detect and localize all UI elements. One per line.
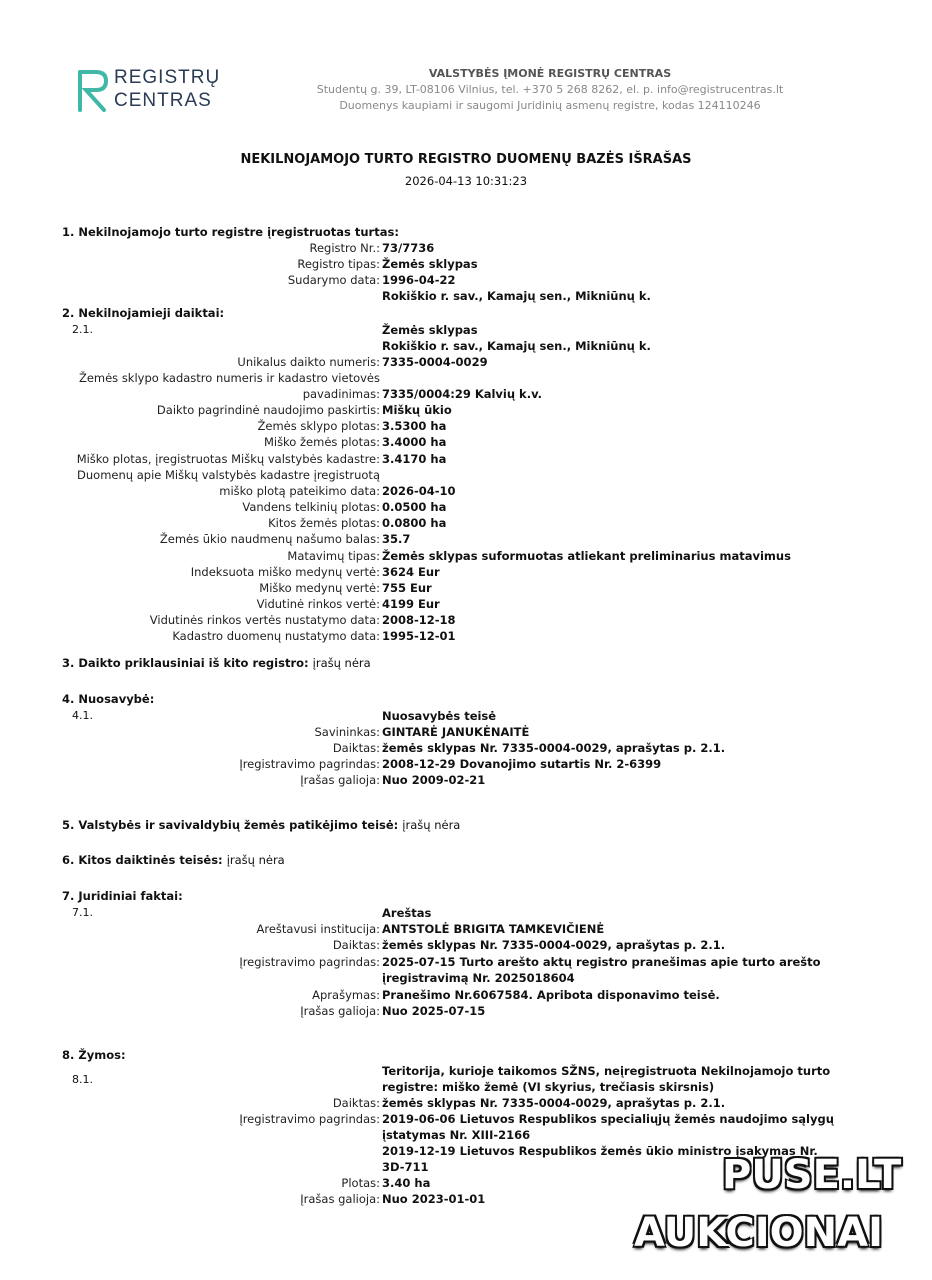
label-kitos-zemes-plotas: Kitos žemės plotas: <box>268 516 380 530</box>
value-misko-kadastre: 3.4170 ha <box>382 452 447 466</box>
value-paskirtis: Miškų ūkio <box>382 403 452 417</box>
section-3-title: 3. Daikto priklausiniai iš kito registro: <box>62 656 309 670</box>
label-savininkas: Savininkas: <box>314 725 380 739</box>
label-kadastro-numeris-2: pavadinimas: <box>302 387 380 401</box>
value-matavimu-tipas: Žemės sklypas suformuotas atliekant preliminarius matavimus <box>382 549 791 563</box>
section-4-heading: 4. Nuosavybė: <box>62 692 155 706</box>
label-pagrindas-7: Įregistravimo pagrindas: <box>239 955 380 969</box>
item-number-7-1: 7.1. <box>72 906 93 919</box>
value-savininkas: GINTARĖ JANUKĖNAITĖ <box>382 725 530 739</box>
label-galioja-8: Įrašas galioja: <box>300 1192 380 1206</box>
value-medynu-verte: 755 Eur <box>382 581 432 595</box>
value-pagrindas-7-line-2: įregistravimą Nr. 2025018604 <box>382 971 575 985</box>
label-sklypo-plotas: Žemės sklypo plotas: <box>257 419 380 433</box>
section-8-heading: 8. Žymos: <box>62 1048 126 1062</box>
label-kadastro-duomenu-data: Kadastro duomenų nustatymo data: <box>172 629 380 643</box>
label-plotas-8: Plotas: <box>341 1176 380 1190</box>
value-pateikimo-data: 2026-04-10 <box>382 484 456 498</box>
value-sudarymo-data: 1996-04-22 <box>382 273 456 287</box>
value-galioja-4: Nuo 2009-02-21 <box>382 773 486 787</box>
label-vandens-plotas: Vandens telkinių plotas: <box>242 500 380 514</box>
value-rinkos-verte: 4199 Eur <box>382 597 440 611</box>
section-5-heading <box>62 817 460 833</box>
label-pateikimo-data-2: miško plotą pateikimo data: <box>219 484 380 498</box>
label-galioja-4: Įrašas galioja: <box>300 773 380 787</box>
logo-mark-icon <box>76 66 112 114</box>
value-daikto-tipas: Žemės sklypas <box>382 323 478 337</box>
value-misko-plotas: 3.4000 ha <box>382 435 447 449</box>
section-2-heading: 2. Nekilnojamieji daiktai: <box>62 306 225 320</box>
section-5-value: įrašų nėra <box>402 818 461 832</box>
section-6-title: 6. Kitos daiktinės teisės: <box>62 853 223 867</box>
label-matavimu-tipas: Matavimų tipas: <box>287 549 380 563</box>
value-pagrindas-8-line-1: 2019-06-06 Lietuvos Respublikos specialiųjų žemės naudojimo sąlygų <box>382 1112 834 1126</box>
value-kitos-zemes-plotas: 0.0800 ha <box>382 516 447 530</box>
label-galioja-7: Įrašas galioja: <box>300 1004 380 1018</box>
value-plotas-8: 3.40 ha <box>382 1176 431 1190</box>
label-pagrindas-4: Įregistravimo pagrindas: <box>239 757 380 771</box>
label-nasumo-balas: Žemės ūkio naudmenų našumo balas: <box>159 532 380 546</box>
label-daiktas-4: Daiktas: <box>332 741 380 755</box>
label-daiktas-7: Daiktas: <box>332 938 380 952</box>
label-sudarymo-data: Sudarymo data: <box>287 273 380 287</box>
org-note: Duomenys kaupiami ir saugomi Juridinių asmenų registre, kodas 124110246 <box>339 99 761 112</box>
value-pagrindas-8-line-2: įstatymas Nr. XIII-2166 <box>382 1128 531 1142</box>
label-indeksuota-verte: Indeksuota miško medynų vertė: <box>190 565 380 579</box>
label-pagrindas-8: Įregistravimo pagrindas: <box>239 1112 380 1126</box>
value-vandens-plotas: 0.0500 ha <box>382 500 447 514</box>
value-daiktas-4: žemės sklypas Nr. 7335-0004-0029, aprašytas p. 2.1. <box>382 741 726 755</box>
section-3-heading <box>62 655 371 671</box>
section-7-heading: 7. Juridiniai faktai: <box>62 889 183 903</box>
label-medynu-verte: Miško medynų vertė: <box>259 581 380 595</box>
watermark-line-1: PUSE.LT <box>722 1152 902 1198</box>
label-registro-nr: Registro Nr.: <box>309 241 380 255</box>
label-registro-tipas: Registro tipas: <box>297 257 380 271</box>
section-5-title: 5. Valstybės ir savivaldybių žemės patikėjimo teisė: <box>62 818 399 832</box>
value-rinkos-vertes-data: 2008-12-18 <box>382 613 456 627</box>
value-registro-nr: 73/7736 <box>382 241 435 255</box>
value-fakto-tipas: Areštas <box>382 906 432 920</box>
value-daiktas-7: žemės sklypas Nr. 7335-0004-0029, aprašytas p. 2.1. <box>382 938 726 952</box>
label-daiktas-8: Daiktas: <box>332 1096 380 1110</box>
section-6-heading <box>62 852 285 868</box>
document-header <box>290 66 810 114</box>
registru-centras-logo <box>76 66 226 116</box>
item-number-8-1: 8.1. <box>72 1073 93 1086</box>
value-sklypo-plotas: 3.5300 ha <box>382 419 447 433</box>
item-number-2-1: 2.1. <box>72 323 93 336</box>
value-aprasymas: Pranešimo Nr.6067584. Apribota disponavimo teisė. <box>382 988 720 1002</box>
item-number-4-1: 4.1. <box>72 709 93 722</box>
document-title: NEKILNOJAMOJO TURTO REGISTRO DUOMENŲ BAZĖS IŠRAŠAS <box>240 152 692 167</box>
value-zymos-tipas-line-2: registre: miško žemė (VI skyrius, trečiasis skirsnis) <box>382 1080 715 1094</box>
value-galioja-8: Nuo 2023-01-01 <box>382 1192 486 1206</box>
value-pagrindas-8-line-4: 3D-711 <box>382 1160 429 1174</box>
label-unikalus-numeris: Unikalus daikto numeris: <box>237 355 380 369</box>
watermark-line-2: AUKCIONAI <box>634 1210 883 1256</box>
value-daiktas-8: žemės sklypas Nr. 7335-0004-0029, aprašytas p. 2.1. <box>382 1096 726 1110</box>
label-institucija: Areštavusi institucija: <box>256 922 380 936</box>
value-kadastro-numeris: 7335/0004:29 Kalvių k.v. <box>382 387 543 401</box>
label-misko-plotas: Miško žemės plotas: <box>263 435 380 449</box>
section-1-heading: 1. Nekilnojamojo turto registre įregistruotas turtas: <box>62 225 399 239</box>
document-date: 2026-04-13 10:31:23 <box>404 174 528 188</box>
label-misko-kadastre: Miško plotas, įregistruotas Miškų valstybės kadastre: <box>76 452 380 466</box>
value-registro-tipas: Žemės sklypas <box>382 257 478 271</box>
value-teises-tipas: Nuosavybės teisė <box>382 709 497 723</box>
value-kadastro-duomenu-data: 1995-12-01 <box>382 629 456 643</box>
label-rinkos-verte: Vidutinė rinkos vertė: <box>256 597 380 611</box>
org-address: Studentų g. 39, LT-08106 Vilnius, tel. +370 5 268 8262, el. p. info@registrucentras.lt <box>316 83 784 96</box>
label-aprasymas: Aprašymas: <box>312 988 380 1002</box>
label-paskirtis: Daikto pagrindinė naudojimo paskirtis: <box>156 403 380 417</box>
value-institucija: ANTSTOLĖ BRIGITA TAMKEVIČIENĖ <box>382 922 605 936</box>
value-daikto-adresas: Rokiškio r. sav., Kamajų sen., Mikniūnų k. <box>382 339 651 353</box>
org-name: VALSTYBĖS ĮMONĖ REGISTRŲ CENTRAS <box>428 67 672 80</box>
value-galioja-7: Nuo 2025-07-15 <box>382 1004 486 1018</box>
value-pagrindas-4: 2008-12-29 Dovanojimo sutartis Nr. 2-6399 <box>382 757 662 771</box>
value-unikalus-numeris: 7335-0004-0029 <box>382 355 488 369</box>
section-3-value: įrašų nėra <box>312 656 371 670</box>
logo-line-2: CENTRAS <box>114 90 212 111</box>
value-pagrindas-7-line-1: 2025-07-15 Turto arešto aktų registro pranešimas apie turto arešto <box>382 955 821 969</box>
value-zymos-tipas-line-1: Teritorija, kurioje taikomos SŽNS, neįregistruota Nekilnojamojo turto <box>382 1064 831 1078</box>
label-kadastro-numeris-1: Žemės sklypo kadastro numeris ir kadastro vietovės <box>78 371 380 385</box>
label-pateikimo-data-1: Duomenų apie Miškų valstybės kadastre įregistruotą <box>77 468 380 482</box>
value-nasumo-balas: 35.7 <box>382 532 411 546</box>
section-6-value: įrašų nėra <box>226 853 285 867</box>
label-rinkos-vertes-data: Vidutinės rinkos vertės nustatymo data: <box>149 613 380 627</box>
value-indeksuota-verte: 3624 Eur <box>382 565 440 579</box>
value-address: Rokiškio r. sav., Kamajų sen., Mikniūnų k. <box>382 289 651 303</box>
logo-line-1: REGISTRŲ <box>114 67 221 88</box>
value-pagrindas-8-line-3: 2019-12-19 Lietuvos Respublikos žemės ūkio ministro įsakymas Nr. <box>382 1144 818 1158</box>
